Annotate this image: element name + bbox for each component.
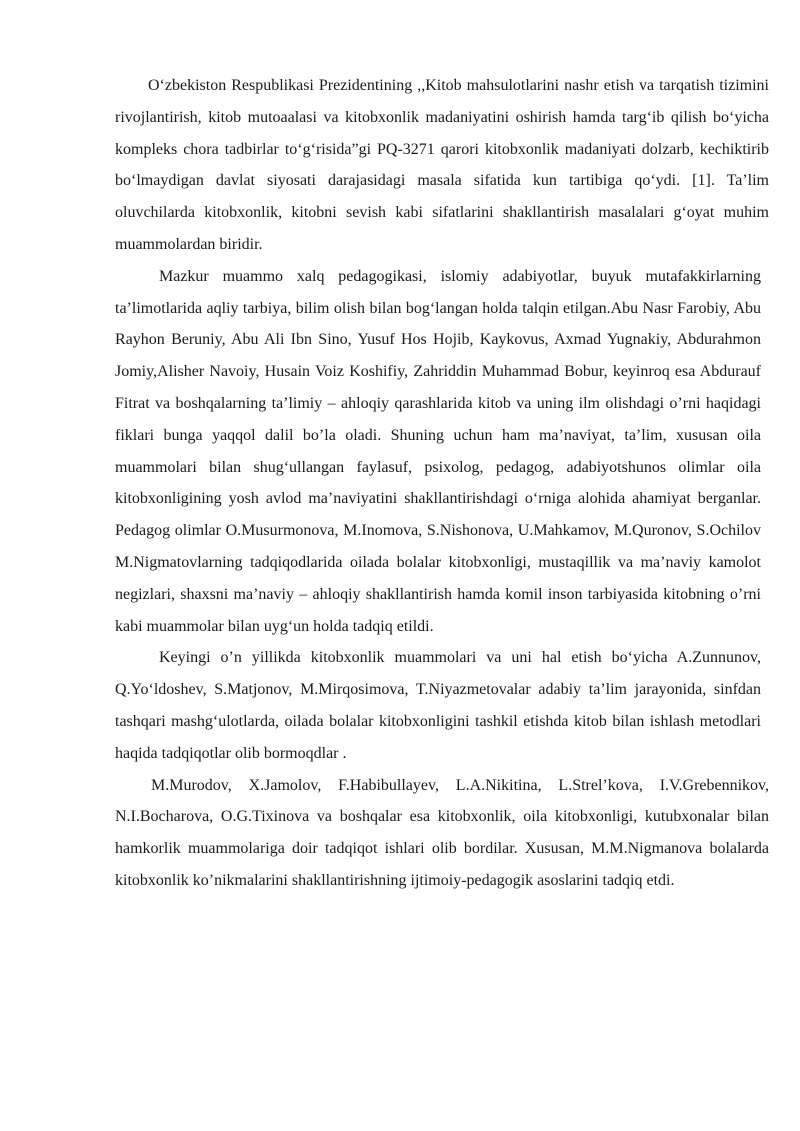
paragraph-2: Mazkur muammo xalq pedagogikasi, islomiy adabiyotlar, buyuk mutafakkirlarning ta’limotlarida aqliy tarbiya, bilim olish bilan bog‘langan holda talqin etilgan.Abu Nasr Farobiy, Abu Rayhon Beruniy, Abu Ali Ibn Sino, Yusuf Hos Hojib, Kaykovus, Axmad Yugnakiy, Abdurahmon Jomiy,Alisher Navoiy, Husain Voiz Koshifiy, Zahriddin Muhammad Bobur, keyinroq esa Abdurauf Fitrat va boshqalarning ta’limiy – ahloqiy qarashlarida kitob va uning ilm olishdagi o’rni haqidagi fiklari bunga yaqqol dalil bo’la oladi. Shuning uchun ham ma’naviyat, ta’lim, xususan oila muammolari bilan shug‘ullangan faylasuf, psixolog, pedagog, adabiyotshunos olimlar oila kitobxonligining yosh avlod ma’naviyatini shakllantirishdagi o‘rniga alohida ahamiyat berganlar. Pedagog olimlar O.Musurmonova, M.Inomova, S.Nishonova, U.Mahkamov, M.Quronov, S.Ochilov M.Nigmatovlarning tadqiqodlarida oilada bolalar kitobxonligi, mustaqillik va ma’naviy kamolot negizlari, shaxsni ma’naviy – ahloqiy shakllantirish hamda komil inson tarbiyasida kitobning o’rni kabi muammolar bilan uyg‘un holda tadqiq etildi. <box>115 267 761 635</box>
paragraph-4: M.Murodov, X.Jamolov, F.Habibullayev, L.A.Nikitina, L.Strel’kova, I.V.Grebennikov, N.I.Bocharova, O.G.Tixinova va boshqalar esa kitobxonlik, oila kitobxonligi, kutubxonalar bilan hamkorlik muammolariga doir tadqiqot ishlari olib bordilar. Xususan, M.M.Nigmanova bolalarda kitobxonlik ko’nikmalarini shakllantirishning ijtimoiy-pedagogik asoslarini tadqiq etdi. <box>115 776 769 889</box>
document-page <box>115 70 769 897</box>
paragraph-1: O‘zbekiston Respublikasi Prezidentining ,,Kitob mahsulotlarini nashr etish va tarqatish tizimini rivojlantirish, kitob mutoaalasi va kitobxonlik madaniyatini oshirish hamda targ‘ib qilish bo‘yicha kompleks chora tadbirlar to‘g‘risida”gi PQ-3271 qarori kitobxonlik madaniyati dolzarb, kechiktirib bo‘lmaydigan davlat siyosati darajasidagi masala sifatida kun tartibiga qo‘ydi. [1]. Ta’lim oluvchilarda kitobxonlik, kitobni sevish kabi sifatlarini shakllantirish masalalari g‘oyat muhim muammolardan biridir. <box>115 77 769 253</box>
paragraph-3: Keyingi o’n yillikda kitobxonlik muammolari va uni hal etish bo‘yicha A.Zunnunov, Q.Yo‘ldoshev, S.Matjonov, M.Mirqosimova, T.Niyazmetovalar adabiy ta’lim jarayonida, sinfdan tashqari mashg‘ulotlarda, oilada bolalar kitobxonligini tashkil etishda kitob bilan ishlash metodlari haqida tadqiqotlar olib bormoqdlar . <box>115 649 761 762</box>
